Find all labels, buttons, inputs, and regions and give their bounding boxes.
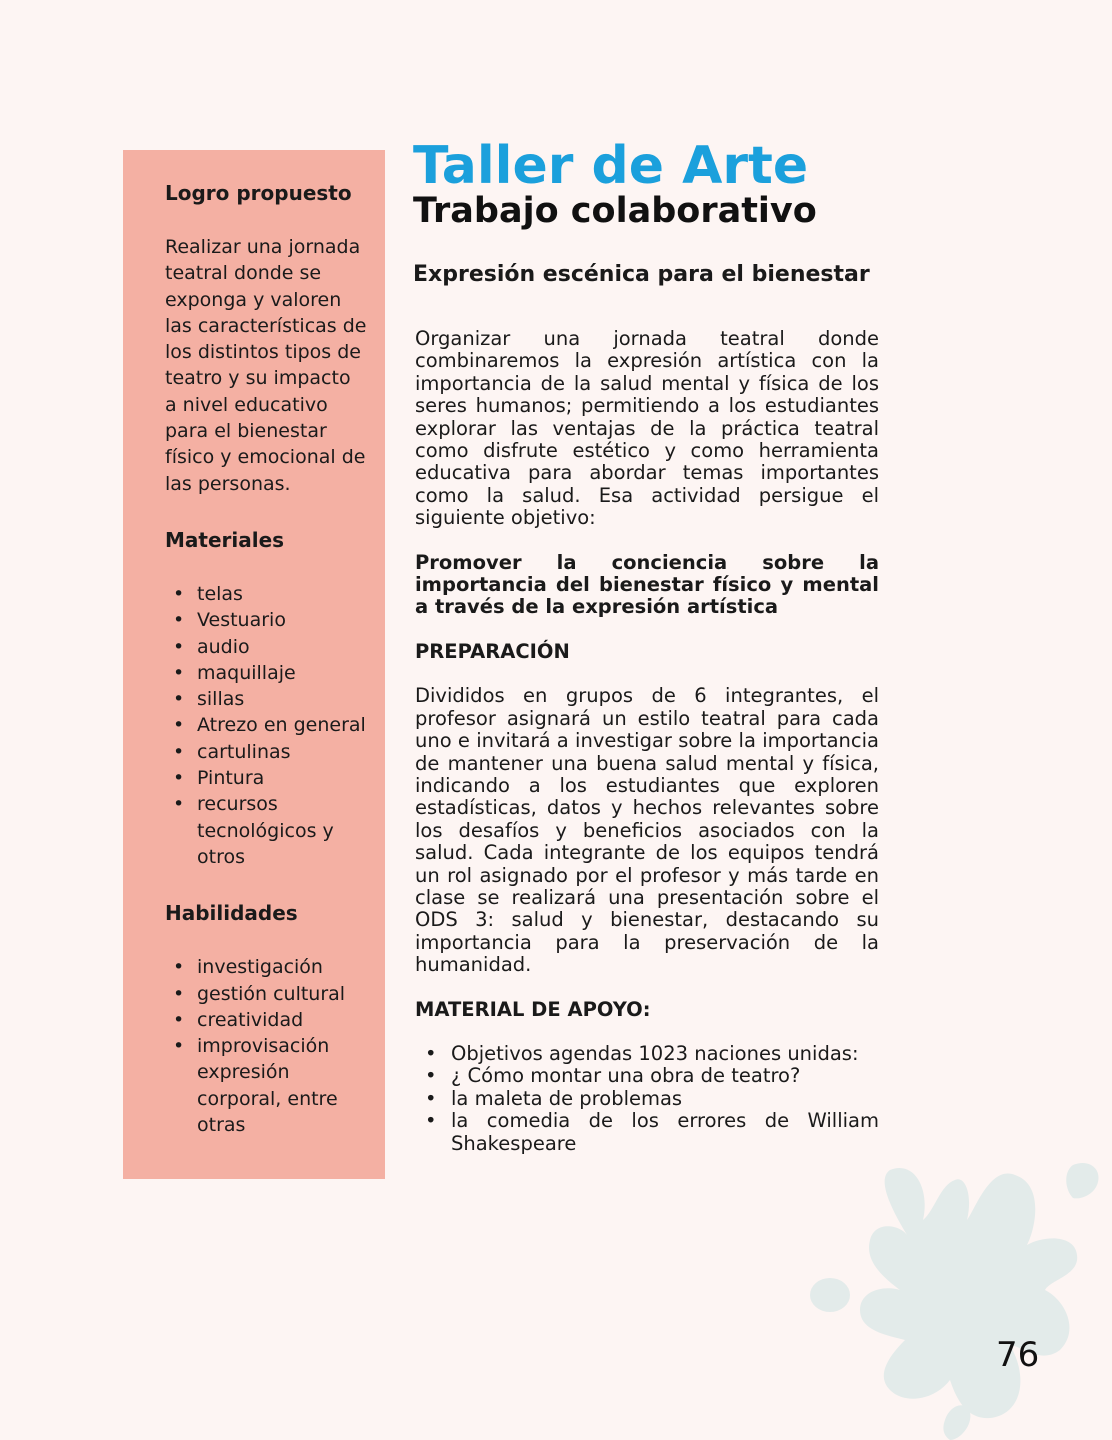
preparation-label: PREPARACIÓN (415, 639, 570, 663)
list-item: • creatividad (165, 1007, 367, 1033)
materiales-list (165, 581, 367, 870)
list-item: • recursos tecnológicos y otros (165, 791, 367, 870)
page-subtitle: Trabajo colaborativo (413, 191, 817, 231)
materiales-heading: Materiales (165, 527, 285, 552)
habilidades-list (165, 954, 367, 1138)
list-item: • audio (165, 634, 367, 660)
list-item: • Vestuario (165, 607, 367, 633)
objective-text: Promover la conciencia sobre la importancia del bienestar físico y mental a través de la expresión artística (415, 550, 879, 619)
list-item: • investigación (165, 954, 367, 980)
logro-text: Realizar una jornada teatral donde se exponga y valoren las características de los distintos tipos de teatro y su impacto a nivel educativo para el bienestar físico y emocional de las personas. (165, 236, 367, 495)
list-item: • ¿ Cómo montar una obra de teatro? (415, 1065, 879, 1087)
list-item: • cartulinas (165, 739, 367, 765)
page-title: Taller de Arte (413, 136, 809, 196)
main-content (413, 136, 879, 1155)
sidebar-panel (123, 150, 385, 1179)
list-item: • gestión cultural (165, 981, 367, 1007)
page-number: 76 (996, 1335, 1040, 1375)
list-item: • Objetivos agendas 1023 naciones unidas: (415, 1043, 879, 1065)
list-item: • sillas (165, 686, 367, 712)
paint-splash-icon (805, 1150, 1105, 1440)
list-item: • telas (165, 581, 367, 607)
logro-heading: Logro propuesto (165, 181, 352, 205)
habilidades-heading: Habilidades (165, 901, 298, 926)
list-item: • la maleta de problemas (415, 1088, 879, 1110)
list-item: • Pintura (165, 765, 367, 791)
support-list (415, 1043, 879, 1155)
list-item: • improvisación expresión corporal, entre otras (165, 1033, 367, 1138)
list-item: • Atrezo en general (165, 712, 367, 738)
section-title: Expresión escénica para el bienestar (413, 262, 870, 287)
intro-paragraph: Organizar una jornada teatral donde combinaremos la expresión artística con la importancia de la salud mental y física de los seres humanos; permitiendo a los estudiantes explorar las ventajas de la práctica teatral como disfrute estético y como herramienta educativa para abordar temas importantes como la salud. Esa actividad persigue el siguiente objetivo: (415, 327, 879, 530)
list-item: • maquillaje (165, 660, 367, 686)
preparation-paragraph: Divididos en grupos de 6 integrantes, el profesor asignará un estilo teatral para cada uno e invitará a investigar sobre la importancia de mantener una buena salud mental y física, indicando a los estudiantes que exploren estadísticas, datos y hechos relevantes sobre los desafíos y beneficios asociados con la salud. Cada integrante de los equipos tendrá un rol asignado por el profesor y más tarde en clase se realizará una presentación sobre el ODS 3: salud y bienestar, destacando su importancia para la preservación de la humanidad. (415, 684, 879, 977)
list-item: • la comedia de los errores de William Shakespeare (415, 1110, 879, 1155)
support-label: MATERIAL DE APOYO: (415, 997, 651, 1021)
